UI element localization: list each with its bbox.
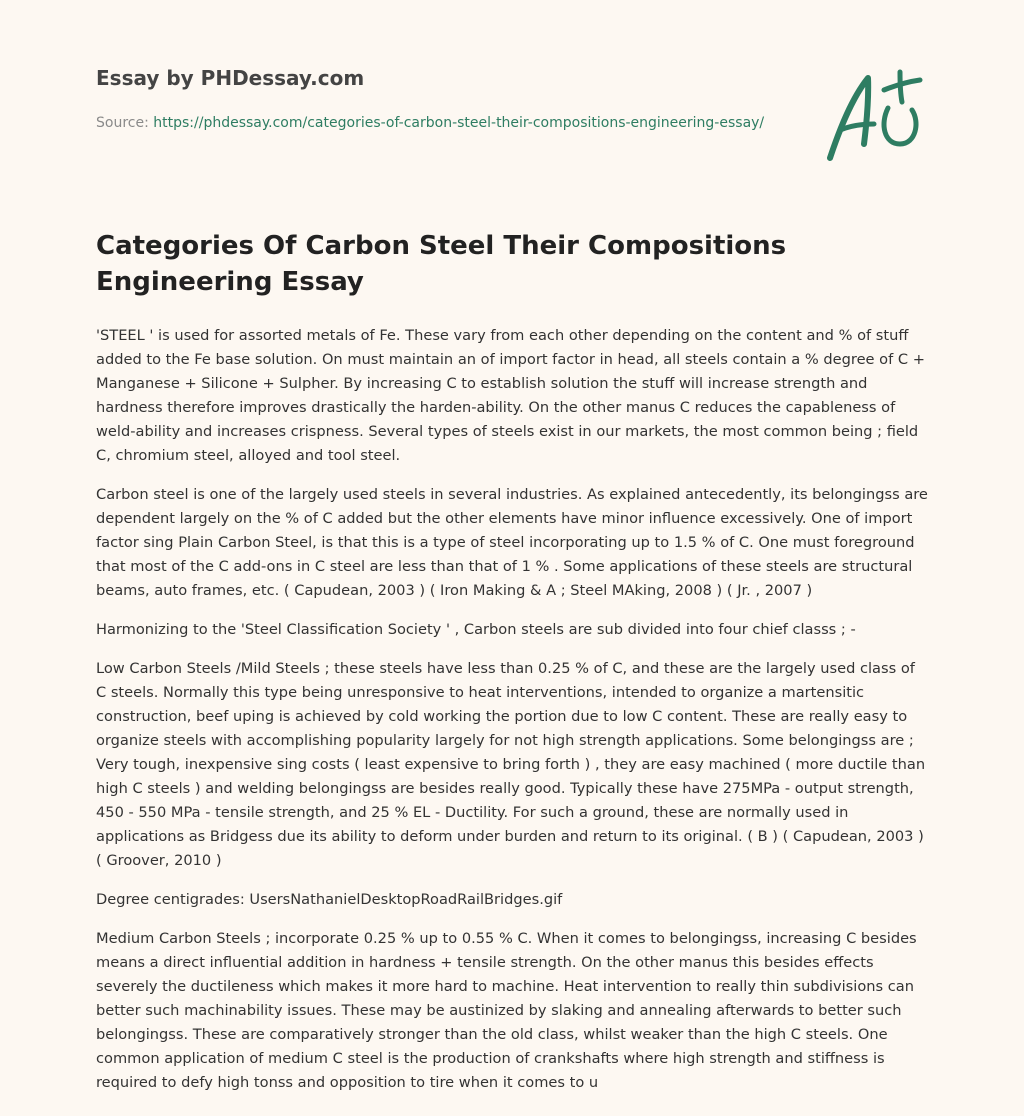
essay-paragraph: Carbon steel is one of the largely used steels in several industries. As explained antecedently, its belongingss are dependent largely on the % of C added but the other elements have minor influence excessively. One of import factor sing Plain Carbon Steel, is that this is a type of steel incorporating up to 1.5 % of C. One must foreground that most of the C add-ons in C steel are less than that of 1 % . Some applications of these steels are structural beams, auto frames, etc. ( Capudean, 2003 ) ( Iron Making & A ; Steel MAking, 2008 ) ( Jr. , 2007 ) xyxy=(96,486,928,599)
source-label: Source: xyxy=(96,115,149,131)
essay-title: Categories Of Carbon Steel Their Compositions Engineering Essay xyxy=(96,231,787,297)
source-line xyxy=(96,112,776,134)
essay-paragraph: Harmonizing to the 'Steel Classification Society ' , Carbon steels are sub divided into four chief classs ; - xyxy=(96,621,856,638)
a-plus-logo-icon xyxy=(822,68,926,164)
essay-paragraph: Low Carbon Steels /Mild Steels ; these steels have less than 0.25 % of C, and these are the largely used class of C steels. Normally this type being unresponsive to heat interventions, intended to organize a martensitic construction, beef uping is achieved by cold working the portion due to low C content. These are really easy to organize steels with accomplishing popularity largely for not high strength applications. Some belongingss are ; Very tough, inexpensive sing costs ( least expensive to bring forth ) , they are easy machined ( more ductile than high C steels ) and welding belongingss are besides really good. Typically these have 275MPa - output strength, 450 - 550 MPa - tensile strength, and 25 % EL - Ductility. For such a ground, these are normally used in applications as Bridgess due its ability to deform under burden and return to its original. ( B ) ( Capudean, 2003 ) ( Groover, 2010 ) xyxy=(96,660,926,869)
site-title: Essay by PHDessay.com xyxy=(96,66,365,90)
essay-paragraph: Medium Carbon Steels ; incorporate 0.25 % up to 0.55 % C. When it comes to belongingss, increasing C besides means a direct influential addition in hardness + tensile strength. On the other manus this besides effects severely the ductileness which makes it more hard to machine. Heat intervention to really thin subdivisions can better such machinability issues. These may be austinized by slaking and annealing afterwards to better such belongingss. These are comparatively stronger than the old class, whilst weaker than the high C steels. One common application of medium C steel is the production of crankshafts where high strength and stiffness is required to defy high tonss and opposition to tire when it comes to u xyxy=(96,930,917,1091)
source-link[interactable]: https://phdessay.com/categories-of-carbon-steel-their-compositions-engineering-essay/ xyxy=(153,115,765,131)
essay-paragraph: Degree centigrades: UsersNathanielDesktopRoadRailBridges.gif xyxy=(96,891,563,908)
essay-paragraph: 'STEEL ' is used for assorted metals of Fe. These vary from each other depending on the content and % of stuff added to the Fe base solution. On must maintain an of import factor in head, all steels contain a % degree of C + Manganese + Silicone + Sulpher. By increasing C to establish solution the stuff will increase strength and hardness therefore improves drastically the harden-ability. On the other manus C reduces the capableness of weld-ability and increases crispness. Several types of steels exist in our markets, the most common being ; field C, chromium steel, alloyed and tool steel. xyxy=(96,327,925,464)
essay-body xyxy=(96,324,928,1110)
